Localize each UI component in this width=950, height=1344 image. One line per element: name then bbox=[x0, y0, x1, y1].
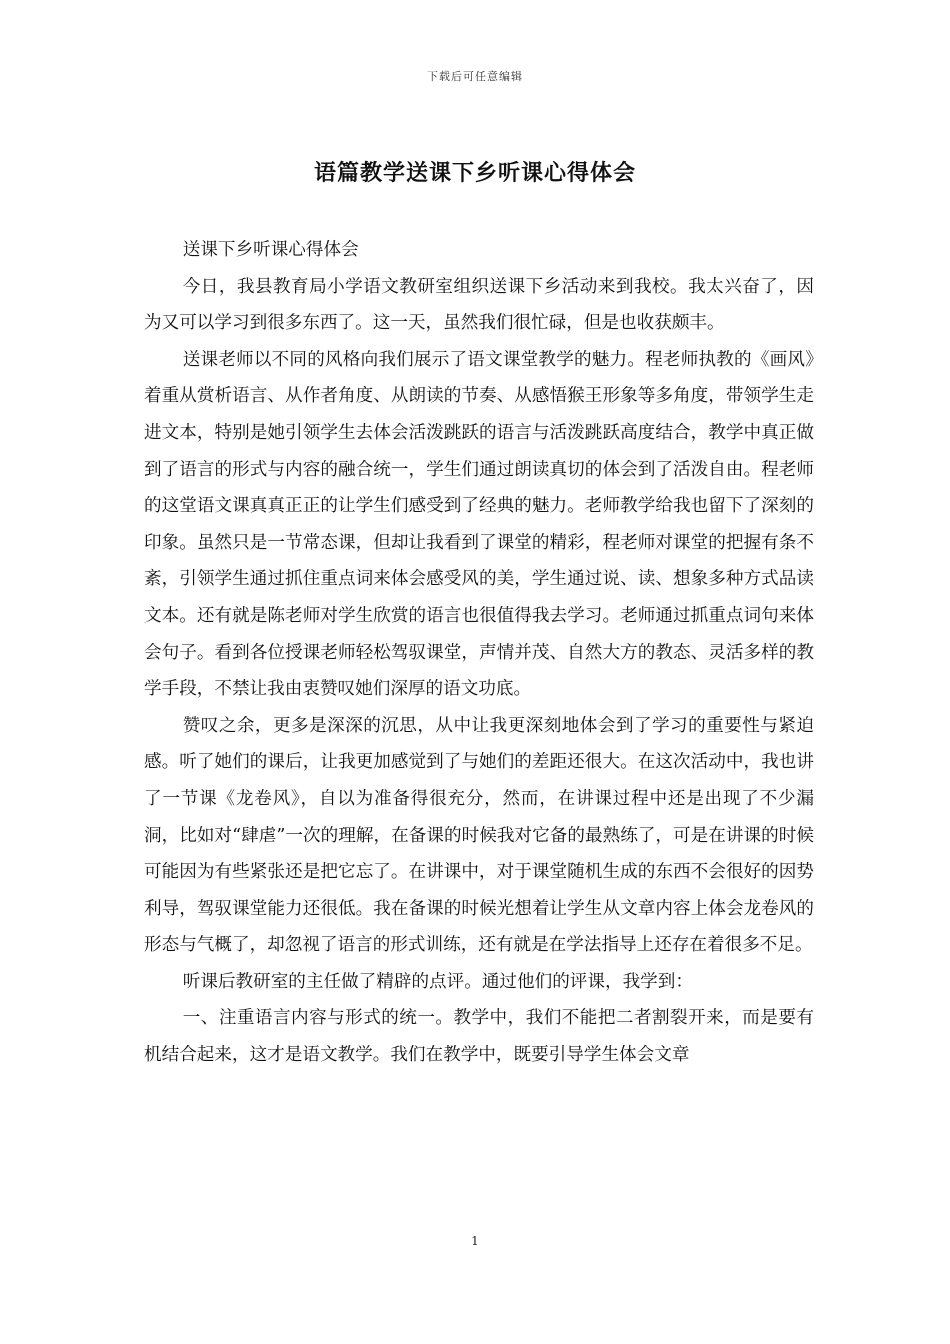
paragraph-subtitle: 送课下乡听课心得体会 bbox=[182, 240, 359, 260]
paragraph: 送课老师以不同的风格向我们展示了语文课堂教学的魅力。程老师执教的《画风》着重从赏析语言、从作者角度、从朗读的节奏、从感悟猴王形象等多角度，带领学生走进文本，特别是她引领学生去体会活泼跳跃的语言与活泼跳跃高度结合，教学中真正做到了语言的形式与内容的融合统一，学生们通过朗读真切的体会到了活泼自由。程老师的这堂语文课真真正正的让学生们感受到了经典的魅力。老师教学给我也留下了深刻的印象。虽然只是一节常态课，但却让我看到了课堂的精彩，程老师对课堂的把握有条不紊，引领学生通过抓住重点词来体会感受风的美，学生通过说、读、想象多种方式品读文本。还有就是陈老师对学生欣赏的语言也很值得我去学习。老师通过抓重点词句来体会句子。看到各位授课老师轻松驾驭课堂，声情并茂、自然大方的教态、灵活多样的教学手段，不禁让我由衷赞叹她们深厚的语文功底。 bbox=[144, 349, 814, 700]
document-body bbox=[144, 232, 814, 1074]
paragraph: 一、注重语言内容与形式的统一。教学中，我们不能把二者割裂开来，而是要有机结合起来，这才是语文教学。我们在教学中，既要引导学生体会文章 bbox=[144, 1008, 814, 1066]
page-number: 1 bbox=[471, 1234, 479, 1248]
header-note: 下载后可任意编辑 bbox=[427, 70, 523, 83]
document-title: 语篇教学送课下乡听课心得体会 bbox=[313, 161, 636, 186]
paragraph: 今日，我县教育局小学语文教研室组织送课下乡活动来到我校。我太兴奋了，因为又可以学习到很多东西了。这一天，虽然我们很忙碌，但是也收获颇丰。 bbox=[144, 276, 814, 334]
paragraph: 听课后教研室的主任做了精辟的点评。通过他们的评课，我学到： bbox=[182, 971, 693, 992]
paragraph: 赞叹之余，更多是深深的沉思，从中让我更深刻地体会到了学习的重要性与紧迫感。听了她们的课后，让我更加感觉到了与她们的差距还很大。在这次活动中，我也讲了一节课《龙卷风》，自以为准备得很充分，然而，在讲课过程中还是出现了不少漏洞，比如对“肆虐”一次的理解，在备课的时候我对它备的最熟练了，可是在讲课的时候可能因为有些紧张还是把它忘了。在讲课中，对于课堂随机生成的东西不会很好的因势利导，驾驭课堂能力还很低。我在备课的时候光想着让学生从文章内容上体会龙卷风的形态与气概了，却忽视了语言的形式训练，还有就是在学法指导上还存在着很多不足。 bbox=[144, 715, 814, 956]
